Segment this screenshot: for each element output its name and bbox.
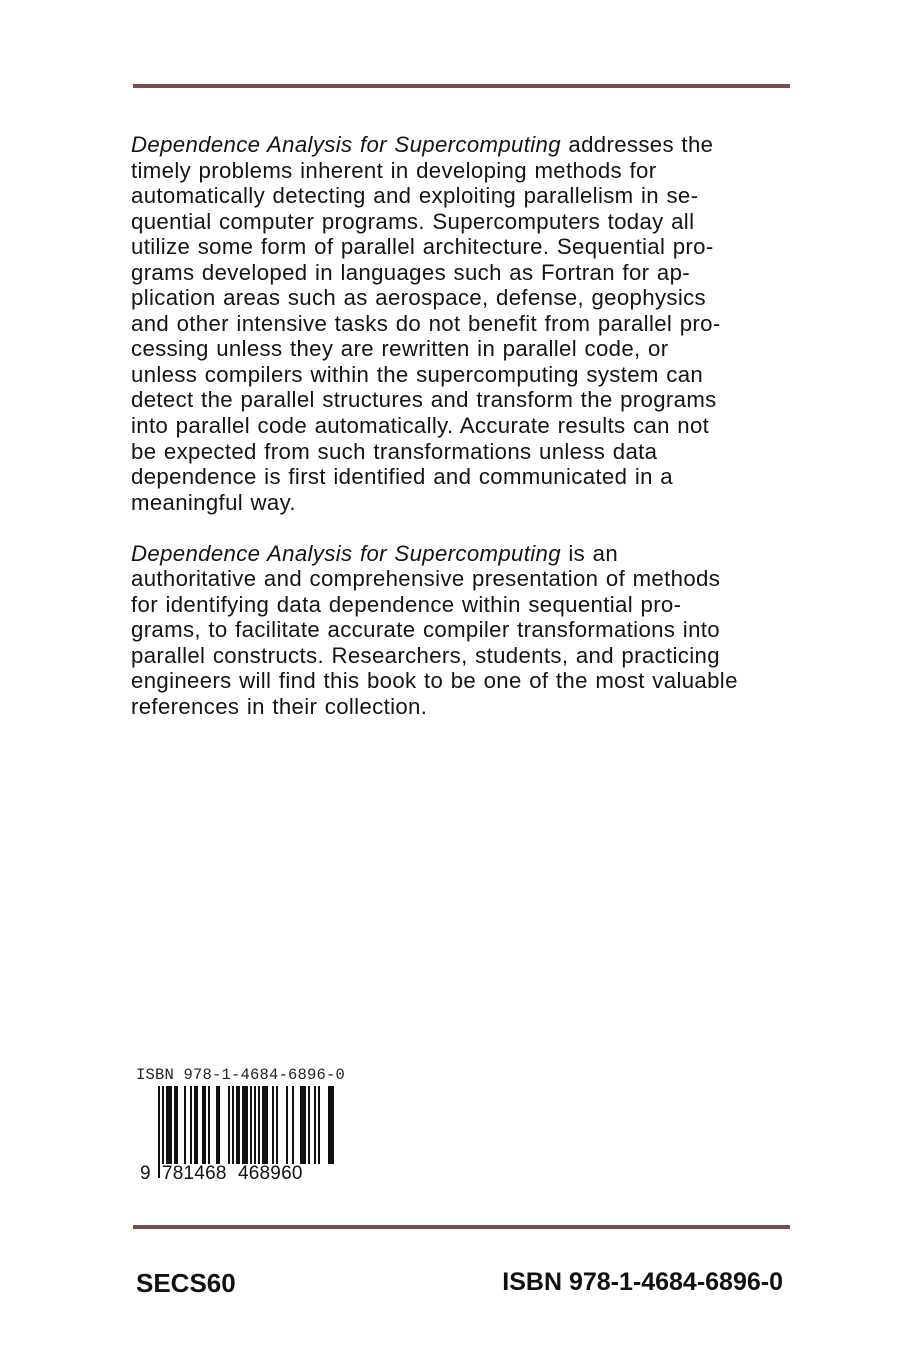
barcode-bar <box>308 1086 310 1164</box>
barcode-bar <box>318 1086 320 1164</box>
barcode-bar <box>190 1086 192 1164</box>
barcode-bar <box>332 1086 334 1164</box>
back-cover-blurb <box>131 132 791 720</box>
barcode-bar <box>170 1086 172 1164</box>
barcode-bar <box>202 1086 204 1164</box>
barcode-bar <box>304 1086 306 1164</box>
barcode-bar <box>176 1086 178 1164</box>
barcode-bar <box>216 1086 218 1164</box>
barcode-bar <box>328 1086 330 1164</box>
blurb-line <box>131 541 791 567</box>
blurb-line: detect the parallel structures and transform the programs <box>131 387 717 413</box>
barcode-isbn-label: ISBN 978-1-4684-6896-0 <box>136 1066 346 1084</box>
barcode-bar <box>286 1086 288 1164</box>
barcode-bar <box>228 1086 230 1164</box>
barcode-bar <box>166 1086 168 1164</box>
blurb-line: automatically detecting and exploiting parallelism in se- <box>131 183 699 209</box>
series-code: SECS60 <box>136 1268 236 1298</box>
barcode-bar <box>232 1086 234 1164</box>
barcode-bar <box>264 1086 266 1164</box>
barcode-bar <box>174 1086 176 1164</box>
barcode-first-digit: 9 <box>140 1163 151 1184</box>
blurb-line: cessing unless they are rewritten in parallel code, or <box>131 336 669 362</box>
barcode-bar <box>302 1086 304 1164</box>
barcode-bar <box>246 1086 248 1164</box>
barcode-bar <box>292 1086 294 1164</box>
barcode-bar <box>244 1086 246 1164</box>
blurb-line: unless compilers within the supercomputing system can <box>131 361 704 387</box>
blurb-line: plication areas such as aerospace, defense, geophysics <box>131 285 706 311</box>
barcode-left-digits: 781468 <box>162 1163 227 1184</box>
barcode-bar <box>236 1086 238 1164</box>
blurb-line: authoritative and comprehensive presentation of methods <box>131 566 721 592</box>
blurb-line: grams, to facilitate accurate compiler transformations into <box>131 617 720 643</box>
blurb-text: is an <box>560 540 619 566</box>
barcode-bar <box>300 1086 302 1164</box>
blurb-line: be expected from such transformations unless data <box>131 438 658 464</box>
barcode-bar <box>218 1086 220 1164</box>
barcode-bar <box>208 1086 210 1164</box>
blurb-line: grams developed in languages such as Fortran for ap- <box>131 259 691 285</box>
barcode-bar <box>242 1086 244 1164</box>
barcode-bar <box>196 1086 198 1164</box>
blurb-line: references in their collection. <box>131 693 428 719</box>
blurb-line: parallel constructs. Researchers, students, and practicing <box>131 642 720 668</box>
barcode-bar <box>168 1086 170 1164</box>
barcode-bar <box>184 1086 186 1164</box>
barcode-bar <box>330 1086 332 1164</box>
blurb-line: and other intensive tasks do not benefit from parallel pro- <box>131 310 721 336</box>
bottom-rule <box>133 1225 790 1229</box>
barcode-bar <box>262 1086 264 1164</box>
barcode-guard-bar <box>158 1086 160 1178</box>
blurb-paragraph-2 <box>131 541 791 720</box>
book-title: Dependence Analysis for Supercomputing <box>131 132 561 157</box>
blurb-line <box>131 132 791 158</box>
barcode-bar <box>258 1086 260 1164</box>
blurb-line: into parallel code automatically. Accurate results can not <box>131 413 710 439</box>
blurb-line: dependence is first identified and communicated in a <box>131 464 673 490</box>
barcode-bar <box>194 1086 196 1164</box>
blurb-paragraph-1 <box>131 132 791 515</box>
footer-isbn: ISBN 978-1-4684-6896-0 <box>502 1268 783 1296</box>
isbn-barcode <box>136 1066 362 1196</box>
barcode-bar <box>204 1086 206 1164</box>
blurb-line: engineers will find this book to be one of the most valuable <box>131 668 738 694</box>
barcode-bar <box>272 1086 274 1164</box>
blurb-line: for identifying data dependence within sequential pro- <box>131 591 682 617</box>
top-rule <box>133 84 790 88</box>
blurb-line: utilize some form of parallel architecture. Sequential pro- <box>131 234 714 260</box>
barcode-bar <box>238 1086 240 1164</box>
blurb-line: quential computer programs. Supercomputers today all <box>131 208 695 234</box>
blurb-line: timely problems inherent in developing methods for <box>131 157 657 183</box>
barcode-bar <box>314 1086 316 1164</box>
blurb-line: meaningful way. <box>131 489 296 515</box>
barcode-bar <box>266 1086 268 1164</box>
barcode-bar <box>276 1086 278 1164</box>
book-title: Dependence Analysis for Supercomputing <box>131 540 561 566</box>
barcode-right-digits: 468960 <box>238 1163 303 1184</box>
blurb-text: addresses the <box>560 132 714 157</box>
